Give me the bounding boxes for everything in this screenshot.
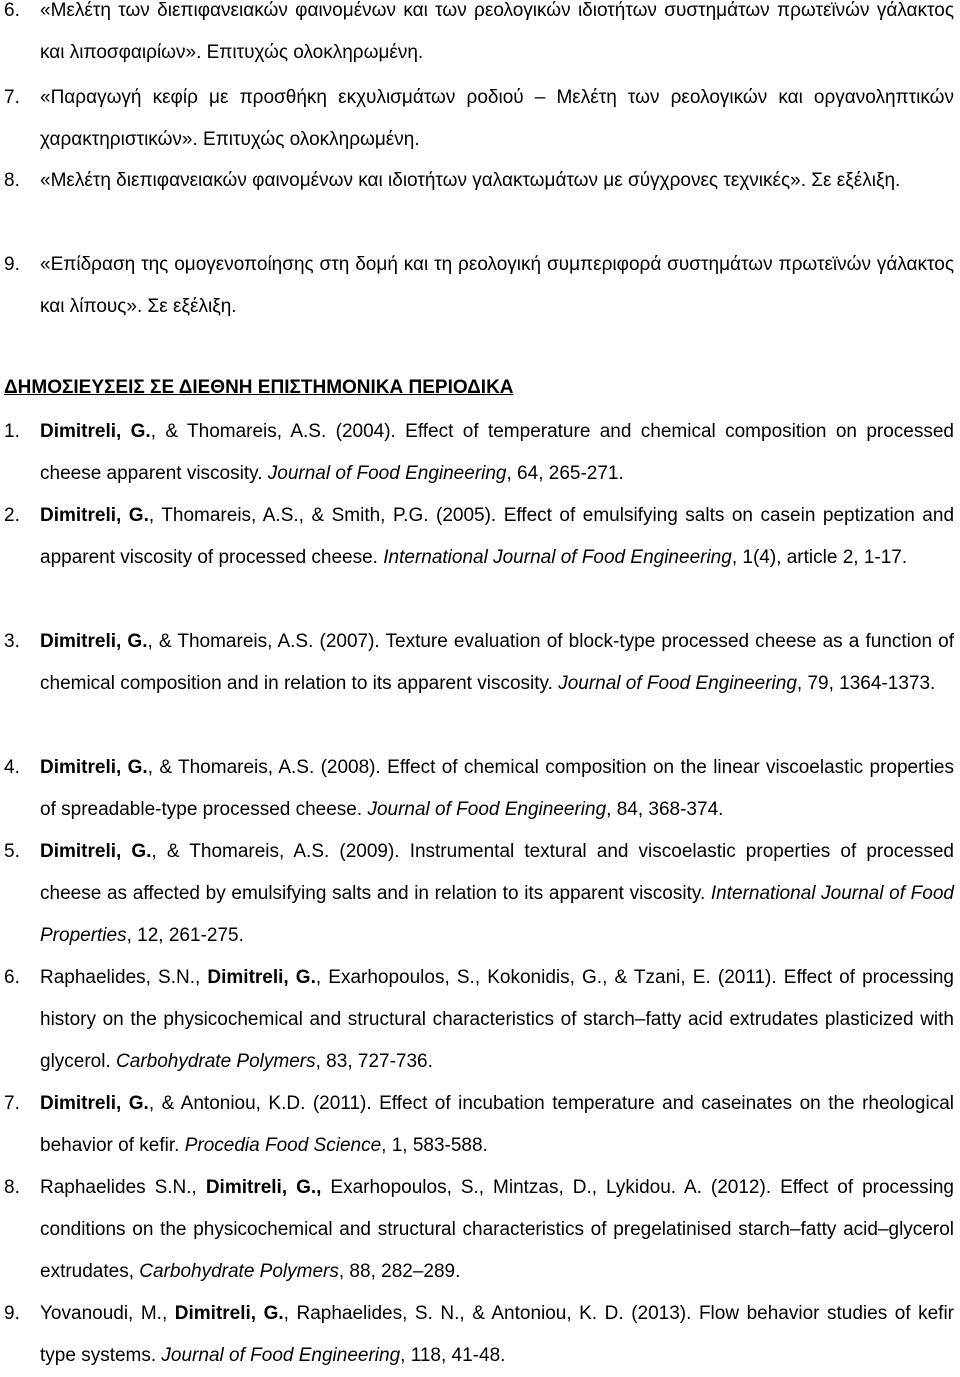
journal-name: Journal of Food Engineering bbox=[367, 799, 607, 820]
journal-name: Journal of Food Engineering bbox=[267, 463, 507, 484]
authors-post: , Raphaelides, S. N., & Antoniou, K. D. (2013). bbox=[283, 1303, 699, 1324]
publication-text bbox=[40, 1167, 954, 1293]
publication-number: 9. bbox=[4, 1303, 20, 1324]
section-heading: ΔΗΜΟΣΙΕΥΣΕΙΣ ΣΕ ΔΙΕΘΝΗ ΕΠΙΣΤΗΜΟΝΙΚΑ ΠΕΡΙΟΔΙΚΑ bbox=[4, 377, 514, 398]
article-title: Instrumental textural and viscoelastic properties of processed cheese as affected by emulsifying salts and in relation to its apparent viscosity. bbox=[40, 841, 954, 904]
publication-item bbox=[0, 621, 954, 705]
authors-pre: Raphaelides S.N., bbox=[40, 1177, 206, 1198]
publication-number: 7. bbox=[4, 1093, 20, 1114]
authors-post: , & Thomareis, A.S. (2007). bbox=[147, 631, 386, 652]
journal-name: Carbohydrate Polymers bbox=[139, 1261, 339, 1282]
publication-text bbox=[40, 957, 954, 1083]
journal-name: International Journal of Food Engineering bbox=[383, 547, 732, 568]
journal-name: Procedia Food Science bbox=[184, 1135, 382, 1156]
publication-details: , 118, 41-48. bbox=[400, 1345, 506, 1366]
publication-text bbox=[40, 411, 954, 495]
publication-number: 8. bbox=[4, 1177, 20, 1198]
project-text: «Μελέτη διεπιφανειακών φαινομένων και ιδιοτήτων γαλακτωμάτων με σύγχρονες τεχνικές». Σε εξέλιξη. bbox=[40, 170, 901, 191]
article-title: Texture evaluation of block-type processed cheese as a function of chemical composition and in relation to its apparent viscosity. bbox=[40, 631, 954, 694]
article-title: Flow behavior studies of kefir type systems. bbox=[40, 1303, 954, 1366]
project-text: «Παραγωγή κεφίρ με προσθήκη εκχυλισμάτων ροδιού – Μελέτη των ρεολογικών και οργανοληπτικών χαρακτηριστικών». Επιτυχώς ολοκληρωμένη. bbox=[40, 87, 954, 150]
project-text: «Επίδραση της ομογενοποίησης στη δομή και τη ρεολογική συμπεριφορά συστημάτων πρωτεϊνών γάλακτος και λίπους». Σε εξέλιξη. bbox=[40, 254, 954, 317]
project-number: 6. bbox=[4, 0, 20, 21]
article-title: Effect of incubation temperature and caseinates on the rheological behavior of kefir. bbox=[40, 1093, 954, 1156]
publication-details: , 1, 583-588. bbox=[381, 1135, 488, 1156]
publication-details: , 12, 261-275. bbox=[126, 925, 244, 946]
publication-item bbox=[0, 495, 954, 579]
journal-name: International Journal of Food Properties bbox=[40, 883, 954, 946]
publication-text bbox=[40, 495, 954, 579]
project-item bbox=[0, 0, 954, 74]
project-number: 9. bbox=[4, 254, 20, 275]
publication-text bbox=[40, 1083, 954, 1167]
author-highlight: Dimitreli, G. bbox=[40, 505, 149, 526]
publication-details: , 84, 368-374. bbox=[606, 799, 724, 820]
publication-number: 4. bbox=[4, 757, 20, 778]
publication-text bbox=[40, 1293, 954, 1377]
authors-post: , & Thomareis, A.S. (2004). bbox=[150, 421, 406, 442]
article-title: Effect of temperature and chemical composition on processed cheese apparent viscosity. bbox=[40, 421, 954, 484]
publication-number: 2. bbox=[4, 505, 20, 526]
publication-item bbox=[0, 1083, 954, 1167]
project-item bbox=[0, 160, 954, 202]
authors-post: , Thomareis, A.S., & Smith, P.G. (2005). bbox=[148, 505, 504, 526]
publication-text bbox=[40, 747, 954, 831]
publication-details: , 83, 727-736. bbox=[315, 1051, 433, 1072]
author-highlight: Dimitreli, G. bbox=[40, 841, 152, 862]
publication-number: 1. bbox=[4, 421, 20, 442]
publication-number: 3. bbox=[4, 631, 20, 652]
publication-item bbox=[0, 1167, 954, 1293]
authors-pre: Raphaelides, S.N., bbox=[40, 967, 208, 988]
authors-pre: Yovanoudi, M., bbox=[40, 1303, 175, 1324]
publication-details: , 88, 282–289. bbox=[338, 1261, 461, 1282]
publication-details: , 1(4), article 2, 1-17. bbox=[731, 547, 908, 568]
publication-item bbox=[0, 957, 954, 1083]
project-item bbox=[0, 244, 954, 328]
author-highlight: Dimitreli, G., bbox=[205, 1177, 322, 1198]
publication-item bbox=[0, 747, 954, 831]
publication-details: , 64, 265-271. bbox=[506, 463, 624, 484]
publication-item bbox=[0, 831, 954, 957]
authors-post: , & Antoniou, K.D. (2011). bbox=[148, 1093, 380, 1114]
article-title: Effect of emulsifying salts on casein peptization and apparent viscosity of processed cheese. bbox=[40, 505, 955, 568]
author-highlight: Dimitreli, G. bbox=[40, 1093, 149, 1114]
journal-name: Journal of Food Engineering bbox=[558, 673, 797, 694]
project-item bbox=[0, 77, 954, 161]
author-highlight: Dimitreli, G. bbox=[40, 757, 148, 778]
article-title: Effect of processing history on the physicochemical and structural characteristics of starch–fatty acid extrudates plasticized with glycerol. bbox=[40, 967, 954, 1072]
publication-number: 5. bbox=[4, 841, 20, 862]
author-highlight: Dimitreli, G. bbox=[207, 967, 316, 988]
authors-post: , & Thomareis, A.S. (2008). bbox=[147, 757, 388, 778]
author-highlight: Dimitreli, G. bbox=[40, 631, 148, 652]
publication-text bbox=[40, 621, 954, 705]
publication-text bbox=[40, 831, 954, 957]
author-highlight: Dimitreli, G. bbox=[174, 1303, 284, 1324]
publication-item bbox=[0, 411, 954, 495]
journal-name: Journal of Food Engineering bbox=[161, 1345, 401, 1366]
publication-item bbox=[0, 1293, 954, 1377]
publication-details: , 79, 1364-1373. bbox=[796, 673, 936, 694]
authors-post: Exarhopoulos, S., Mintzas, D., Lykidou. A. (2012). bbox=[321, 1177, 781, 1198]
project-number: 8. bbox=[4, 170, 20, 191]
project-number: 7. bbox=[4, 87, 20, 108]
journal-name: Carbohydrate Polymers bbox=[116, 1051, 316, 1072]
project-text: «Μελέτη των διεπιφανειακών φαινομένων και των ρεολογικών ιδιοτήτων συστημάτων πρωτεϊνών γάλακτος και λιποσφαιρίων». Επιτυχώς ολοκληρωμένη. bbox=[40, 0, 954, 63]
article-title: Effect of processing conditions on the physicochemical and structural characteristics of pregelatinised starch–fatty acid–glycerol extrudates, bbox=[40, 1177, 954, 1282]
article-title: Effect of chemical composition on the linear viscoelastic properties of spreadable-type processed cheese. bbox=[40, 757, 954, 820]
publication-number: 6. bbox=[4, 967, 20, 988]
author-highlight: Dimitreli, G. bbox=[40, 421, 151, 442]
authors-post: , & Thomareis, A.S. (2009). bbox=[151, 841, 410, 862]
authors-post: , Exarhopoulos, S., Kokonidis, G., & Tzani, E. (2011). bbox=[315, 967, 784, 988]
